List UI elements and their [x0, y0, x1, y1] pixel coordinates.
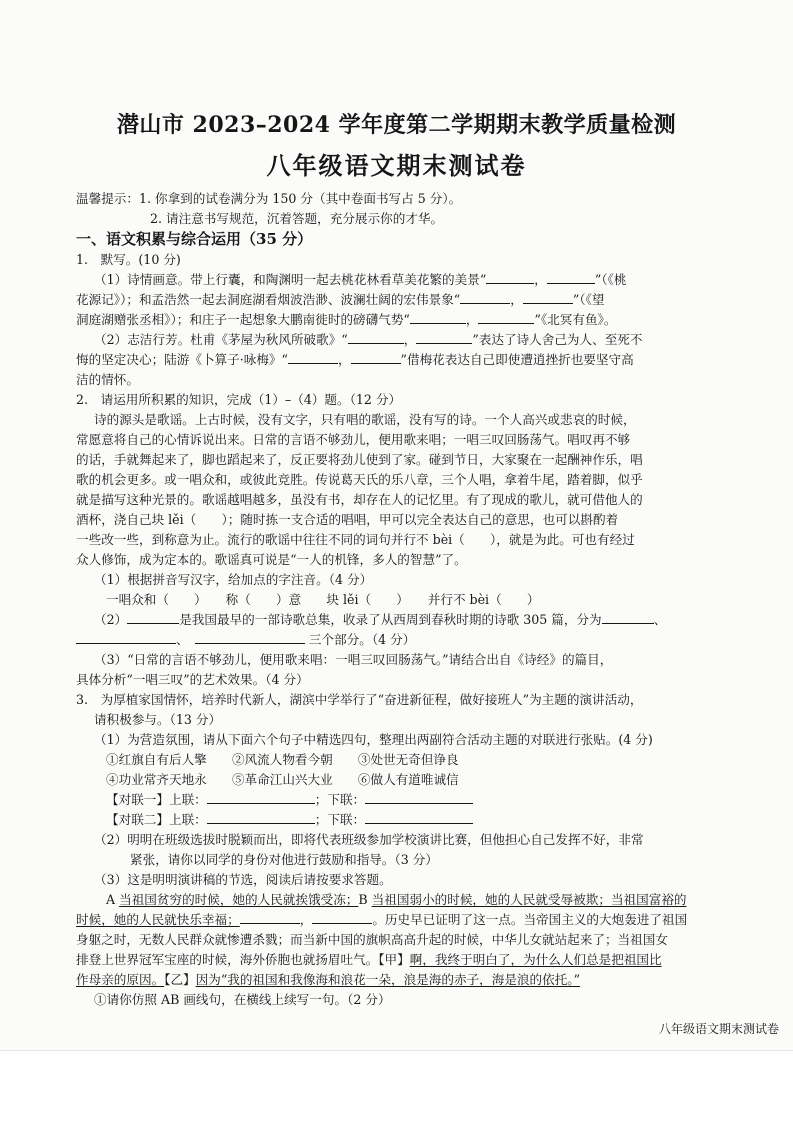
q2-text-line: 常愿意将自己的心情诉说出来。日常的言语不够劲儿，便用歌来唱；一唱三叹回肠荡气。唱叹再不够: [76, 432, 631, 447]
q2-text-line: 诗的源头是歌谣。上古时候，没有文字，只有唱的歌谣，没有写的诗。一个人高兴或悲哀的时候，: [94, 412, 636, 427]
q1-line: 花源记》）；和孟浩然一起去洞庭湖看烟波浩渺、波澜壮阔的宏伟景象“ ， ”（《望: [76, 292, 605, 307]
notice-line-2: 2. 请注意书写规范，沉着答题，充分展示你的才华。: [150, 211, 444, 226]
q1-line: （2）志洁行芳。杜甫《茅屋为秋风所破歌》“ ， ”表达了诗人舍己为人、至死不: [94, 332, 643, 347]
q2-text-line: 一些改一些，到称意为止。流行的歌谣中往往不同的词句并行不 bèi（ ），就是为此。可也有经过: [76, 532, 635, 547]
q3-sub-3-1: ①请你仿照 AB 画线句，在横线上续写一句。（2 分）: [94, 992, 391, 1007]
passage-line: A 当祖国贫穷的时候，她的人民就挨饿受冻；B 当祖国弱小的时候，她的人民就受辱被欺；当祖国富裕的: [106, 892, 687, 907]
q3-options-row-2: ④功业常齐天地永 ⑤革命江山兴大业 ⑥做人有道唯诚信: [106, 772, 459, 787]
q2-sub-2: （2） 是我国最早的一部诗歌总集，收录了从西周到春秋时期的诗歌 305 篇，分为 、: [94, 612, 667, 627]
q3-sub-3: （3）这是明明演讲稿的节选，阅读后请按要求答题。: [94, 872, 392, 887]
q3-sub-2-cont: 紧张，请你以同学的身份对他进行鼓励和指导。（3 分）: [130, 852, 438, 867]
couplet-1: 【对联一】上联： ；下联：: [106, 791, 473, 809]
page-margin: [0, 1050, 793, 1124]
q2-sub-1: （1）根据拼音写汉字，给加点的字注音。（4 分）: [94, 572, 373, 587]
q3-heading-cont: 请积极参与。（13 分）: [94, 712, 222, 727]
q1-line: 悔的坚定决心；陆游《卜算子·咏梅》“ ， ”借梅花表达自己即使遭逍挫折也要坚守高: [76, 352, 634, 367]
passage-line: 身躯之时，无数人民群众就惨遭杀戮；而当新中国的旗帜高高升起的时候，中华儿女就站起来了；当祖国女: [76, 932, 668, 947]
exam-title: 潜山市 2023–2024 学年度第二学期期末教学质量检测: [116, 112, 677, 138]
q3-sub-2: （2）明明在班级选拔时脱颖而出，即将代表班级参加学校演讲比赛，但他担心自己发挥不好，非常: [94, 832, 644, 847]
page-footer: 八年级语文期末测试卷: [658, 1022, 779, 1036]
q2-sub-2-cont: 、 三个部分。（4 分）: [76, 631, 415, 649]
section-heading: 一、语文积累与综合运用（35 分）: [76, 230, 313, 248]
q2-text-line: 的话，手就舞起来了，脚也蹈起来了，反正要将劲儿使到了家。碰到节日，大家聚在一起酬神作乐，唱: [76, 452, 643, 467]
q2-sub-3: （3）“日常的言语不够劲儿，便用歌来唱：一唱三叹回肠荡气。”请结合出自《诗经》的篇目，: [94, 652, 613, 667]
passage-line: 作母亲的原因。【乙】因为“我的祖国和我像海和浪花一朵，浪是海的赤子，海是浪的依托。”: [76, 972, 581, 987]
q2-heading: 2. 请运用所积累的知识，完成（1）–（4）题。（12 分）: [76, 392, 402, 407]
q2-sub-3-cont: 具体分析“一唱三叹”的艺术效果。（4 分）: [76, 672, 309, 687]
passage-line: 排登上世界冠军宝座的时候，海外侨胞也就扬眉吐气。【甲】啊，我终于明白了，为什么人们总是把祖国比: [76, 952, 662, 967]
q3-heading: 3. 为厚植家国情怀，培养时代新人，湖滨中学举行了“奋进新征程，做好接班人”为主题的演讲活动，: [76, 692, 643, 707]
exam-subtitle: 八年级语文期末测试卷: [266, 151, 527, 180]
notice-line-1: 温馨提示：1. 你拿到的试卷满分为 150 分（其中卷面书写占 5 分）。: [76, 191, 462, 206]
q2-text-line: 就是描写这种光景的。歌谣越唱越多，虽没有书，却存在人的记忆里。有了现成的歌儿，就可借他人的: [76, 492, 643, 507]
q1-line: 洞庭湖赠张丞相》）；和庄子一起想象大鹏南徙时的磅礴气势“ ， ”《北冥有鱼》。: [76, 312, 617, 327]
q3-options-row-1: ①红旗自有后人擎 ②风流人物看今朝 ③处世无奇但诤良: [106, 752, 459, 767]
q1-line: 洁的情怀。: [76, 372, 139, 387]
q2-text-line: 众人修饰，成为定本的。歌谣真可说是“一人的机锋，多人的智慧”了。: [76, 552, 467, 567]
couplet-2: 【对联二】上联： ；下联：: [106, 811, 473, 829]
q2-text-line: 酒杯，浇自己块 lěi（ ）；随时拣一支合适的唱唱，甲可以完全表达自己的意思，也可以斟酌着: [76, 512, 619, 527]
q1-line: （1）诗情画意。带上行囊，和陶渊明一起去桃花林看草美花繁的美景“ ， ”（《桃: [94, 272, 627, 287]
passage-line: 时候，她的人民就快乐幸福； ， 。历史早已证明了这一点。当帝国主义的大炮轰进了祖国: [76, 912, 688, 927]
q2-text-line: 歌的机会更多。或一唱众和，或彼此竞胜。传说葛天氏的乐八章，三个人唱，拿着牛尾，踏着脚，似乎: [76, 472, 643, 487]
q1-heading: 1. 默写。(10 分): [76, 252, 181, 267]
q3-sub-1: （1）为营造氛围，请从下面六个句子中精选四句，整理出两副符合活动主题的对联进行张贴。(4 分): [94, 732, 653, 747]
q2-sub-1-items: 一唱众和（ ） 称（ ）意 块 lěi（ ） 并行不 bèi（ ）: [106, 592, 540, 607]
